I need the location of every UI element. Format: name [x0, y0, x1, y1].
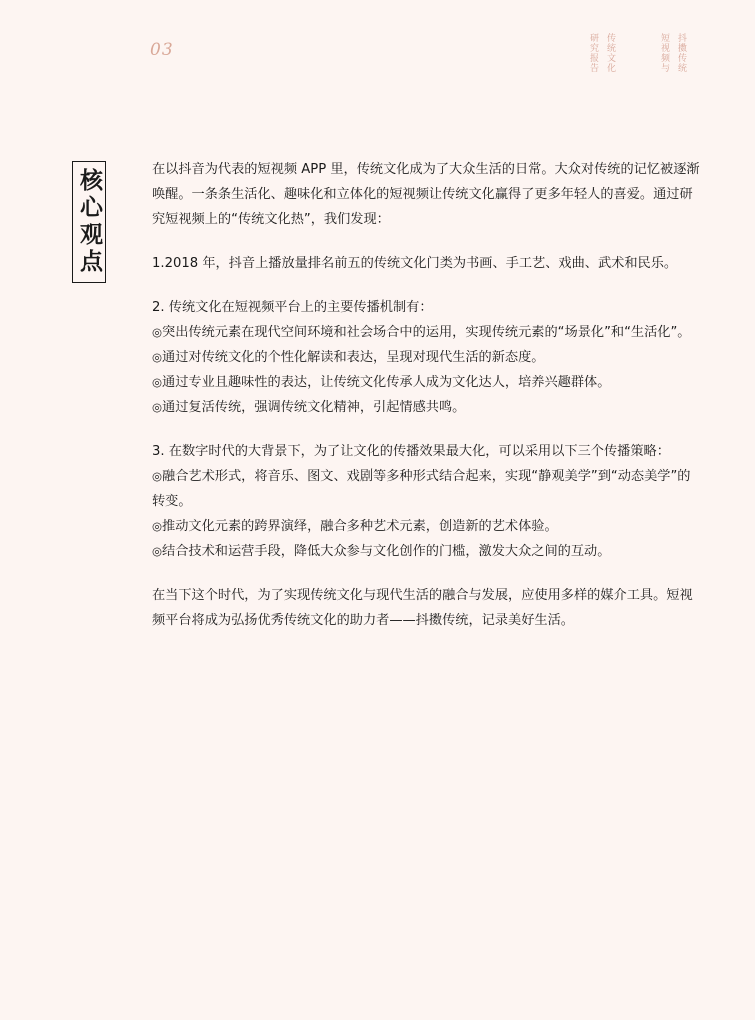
point-1: 1.2018 年，抖音上播放量排名前五的传统文化门类为书画、手工艺、戏曲、武术和民乐。	[152, 256, 678, 271]
bullet-text: 推动文化元素的跨界演绎，融合多种艺术元素，创造新的艺术体验。	[162, 519, 558, 534]
core-viewpoint-title: 核心观点	[76, 168, 103, 276]
core-viewpoint-box	[72, 161, 106, 283]
bullet-icon: ◎	[152, 350, 163, 364]
conclusion-paragraph: 在当下这个时代，为了实现传统文化与现代生活的融合与发展，应使用多样的媒介工具。短视频平台将成为弘扬优秀传统文化的助力者——抖擞传统，记录美好生活。	[152, 588, 693, 628]
point-3-section	[152, 439, 702, 564]
bullet-icon: ◎	[152, 544, 163, 558]
bullet-icon: ◎	[152, 519, 163, 533]
bullet-text: 通过复活传统，强调传统文化精神，引起情感共鸣。	[162, 400, 466, 415]
header-col-traditional-culture: 传统文化	[605, 33, 615, 73]
bullet-icon: ◎	[152, 325, 163, 339]
bullet-item	[152, 514, 702, 539]
report-title-header	[582, 33, 687, 73]
bullet-text: 通过专业且趣味性的表达，让传统文化传承人成为文化达人，培养兴趣群体。	[162, 375, 611, 390]
header-col-douyin: 抖擞传统	[676, 33, 686, 73]
bullet-text: 通过对传统文化的个性化解读和表达，呈现对现代生活的新态度。	[162, 350, 545, 365]
bullet-text: 突出传统元素在现代空间环境和社会场合中的运用，实现传统元素的“场景化”和“生活化”。	[162, 325, 691, 340]
page-number: 03	[150, 40, 174, 60]
main-content	[152, 157, 702, 652]
bullet-item	[152, 320, 702, 345]
bullet-item	[152, 539, 702, 564]
point-2-section	[152, 295, 702, 420]
bullet-icon: ◎	[152, 400, 163, 414]
bullet-icon: ◎	[152, 469, 163, 483]
bullet-text: 融合艺术形式，将音乐、图文、戏剧等多种形式结合起来，实现“静观美学”到“动态美学”的转变。	[152, 469, 691, 509]
bullet-item	[152, 370, 702, 395]
header-col-research-report: 研究报告	[588, 33, 598, 73]
intro-paragraph: 在以抖音为代表的短视频 APP 里，传统文化成为了大众生活的日常。大众对传统的记忆被逐渐唤醒。一条条生活化、趣味化和立体化的短视频让传统文化赢得了更多年轻人的喜爱。通过研究短视频上的“传统文化热”，我们发现：	[152, 162, 700, 227]
bullet-item	[152, 395, 702, 420]
point-3-heading: 3. 在数字时代的大背景下，为了让文化的传播效果最大化，可以采用以下三个传播策略：	[152, 444, 670, 459]
bullet-text: 结合技术和运营手段，降低大众参与文化创作的门槛，激发大众之间的互动。	[162, 544, 611, 559]
header-col-short-video: 短视频与	[659, 33, 669, 73]
point-2-heading: 2. 传统文化在短视频平台上的主要传播机制有：	[152, 300, 433, 315]
bullet-item	[152, 345, 702, 370]
bullet-icon: ◎	[152, 375, 163, 389]
bullet-item	[152, 464, 702, 514]
